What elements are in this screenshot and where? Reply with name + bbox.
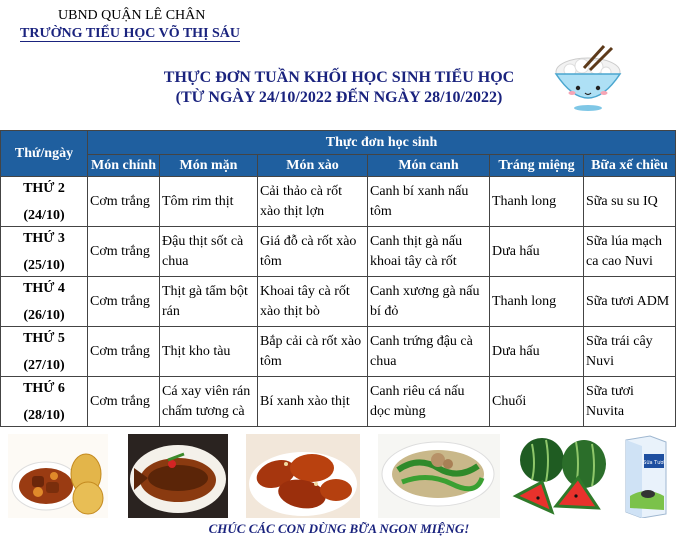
rice-bowl-icon	[548, 42, 628, 114]
table-cell: Cơm trắng	[88, 377, 160, 427]
table-cell: Thanh long	[490, 177, 584, 227]
day-cell: THỨ 3 (25/10)	[1, 227, 88, 277]
table-row	[1, 377, 676, 427]
table-cell: Canh xương gà nấu bí đỏ	[368, 277, 490, 327]
column-header: Món chính	[88, 155, 160, 177]
menu-date-range: (TỪ NGÀY 24/10/2022 ĐẾN NGÀY 28/10/2022)	[175, 89, 503, 106]
menu-title: THỰC ĐƠN TUẦN KHỐI HỌC SINH TIỂU HỌC	[163, 69, 515, 86]
day-cell: THỨ 5 (27/10)	[1, 327, 88, 377]
footer-message: CHÚC CÁC CON DÙNG BỮA NGON MIỆNG!	[208, 521, 470, 536]
day-column-header: Thứ/ngày	[1, 131, 88, 177]
table-cell: Dưa hấu	[490, 227, 584, 277]
table-cell: Sữa trái cây Nuvi	[584, 327, 676, 377]
column-header: Bữa xế chiều	[584, 155, 676, 177]
table-row	[1, 227, 676, 277]
table-cell: Canh bí xanh nấu tôm	[368, 177, 490, 227]
school-name: TRƯỜNG TIỂU HỌC VÕ THỊ SÁU	[20, 26, 241, 41]
table-cell: Sữa tươi Nuvita	[584, 377, 676, 427]
menu-group-header: Thực đơn học sinh	[88, 131, 676, 155]
table-cell: Bí xanh xào thịt	[258, 377, 368, 427]
table-cell: Bắp cải cà rốt xào tôm	[258, 327, 368, 377]
food-photo-strip	[0, 434, 678, 518]
table-cell: Sữa su su IQ	[584, 177, 676, 227]
table-cell: Cơm trắng	[88, 327, 160, 377]
table-cell: Chuối	[490, 377, 584, 427]
table-cell: Canh riêu cá nấu dọc mùng	[368, 377, 490, 427]
table-cell: Khoai tây cà rốt xào thịt bò	[258, 277, 368, 327]
table-cell: Sữa tươi ADM	[584, 277, 676, 327]
day-cell: THỨ 4 (26/10)	[1, 277, 88, 327]
day-cell: THỨ 6 (28/10)	[1, 377, 88, 427]
day-cell: THỨ 2 (24/10)	[1, 177, 88, 227]
braised-pork-bread-photo	[8, 434, 108, 518]
table-cell: Canh trứng đậu cà chua	[368, 327, 490, 377]
table-cell: Tôm rim thịt	[160, 177, 258, 227]
table-row	[1, 327, 676, 377]
column-header: Món canh	[368, 155, 490, 177]
column-header: Món xào	[258, 155, 368, 177]
table-cell: Sữa lúa mạch ca cao Nuvi	[584, 227, 676, 277]
table-cell: Thanh long	[490, 277, 584, 327]
table-cell: Cơm trắng	[88, 277, 160, 327]
table-row	[1, 277, 676, 327]
district-name: UBND QUẬN LÊ CHÂN	[58, 8, 206, 23]
table-cell: Thịt kho tàu	[160, 327, 258, 377]
fish-sauce-photo	[128, 434, 228, 518]
menu-table	[0, 130, 676, 427]
milk-box-label: Sữa Tươi	[643, 460, 665, 466]
table-cell: Giá đỗ cà rốt xào tôm	[258, 227, 368, 277]
table-cell: Đậu thịt sốt cà chua	[160, 227, 258, 277]
table-cell: Cơm trắng	[88, 177, 160, 227]
table-row	[1, 177, 676, 227]
vegetable-soup-photo	[378, 434, 500, 518]
milk-carton-photo	[620, 434, 672, 518]
table-cell: Canh thịt gà nấu khoai tây cà rốt	[368, 227, 490, 277]
table-cell: Cải thảo cà rốt xào thịt lợn	[258, 177, 368, 227]
table-cell: Thịt gà tẩm bột rán	[160, 277, 258, 327]
watermelon-photo	[512, 434, 608, 518]
table-cell: Dưa hấu	[490, 327, 584, 377]
table-cell: Cơm trắng	[88, 227, 160, 277]
table-cell: Cá xay viên rán chấm tương cà	[160, 377, 258, 427]
column-header: Tráng miệng	[490, 155, 584, 177]
column-header: Món mặn	[160, 155, 258, 177]
fried-chicken-photo	[246, 434, 360, 518]
